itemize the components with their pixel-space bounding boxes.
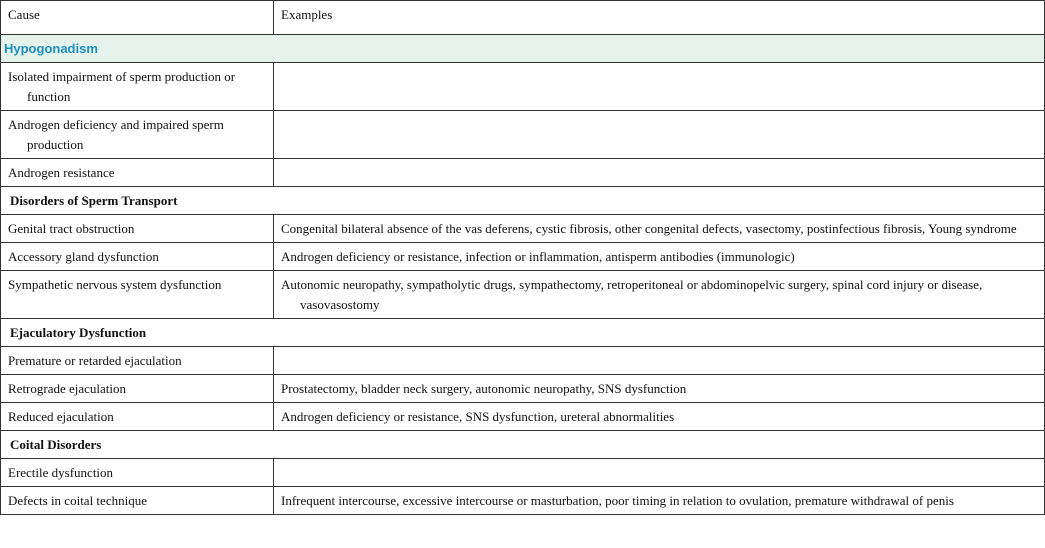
table-row [1, 243, 1045, 271]
examples-cell [274, 347, 1045, 375]
cause-cell [1, 375, 274, 403]
cause-cell [1, 63, 274, 111]
header-cause: Cause [1, 1, 274, 35]
table-row [1, 271, 1045, 319]
section-row-sperm-transport [1, 187, 1045, 215]
cause-cell [1, 487, 274, 515]
section-title: Coital Disorders [1, 431, 1045, 459]
cause-text: Accessory gland dysfunction [8, 249, 159, 264]
cause-cell [1, 111, 274, 159]
cause-text: Defects in coital technique [8, 493, 147, 508]
examples-cell [274, 271, 1045, 319]
examples-cell [274, 111, 1045, 159]
cause-text: Sympathetic nervous system dysfunction [8, 277, 222, 292]
table-row [1, 63, 1045, 111]
table-row [1, 111, 1045, 159]
table-row [1, 403, 1045, 431]
cause-text: Androgen deficiency and impaired sperm production [8, 117, 224, 152]
section-row-ejaculatory-dysfunction [1, 319, 1045, 347]
cause-text: Androgen resistance [8, 165, 115, 180]
table-row [1, 487, 1045, 515]
examples-text: Prostatectomy, bladder neck surgery, autonomic neuropathy, SNS dysfunction [281, 381, 687, 396]
table-row [1, 215, 1045, 243]
examples-text: Androgen deficiency or resistance, SNS dysfunction, ureteral abnormalities [281, 409, 675, 424]
section-title: Disorders of Sperm Transport [1, 187, 1045, 215]
header-row [1, 1, 1045, 35]
cause-cell [1, 347, 274, 375]
section-row-hypogonadism [1, 35, 1045, 63]
examples-text: Androgen deficiency or resistance, infection or inflammation, antisperm antibodies (immunologic) [281, 249, 795, 264]
examples-text: Infrequent intercourse, excessive intercourse or masturbation, poor timing in relation to ovulation, premature withdrawal of penis [281, 493, 954, 508]
table-row [1, 347, 1045, 375]
examples-cell [274, 459, 1045, 487]
examples-text: Autonomic neuropathy, sympatholytic drugs, sympathectomy, retroperitoneal or abdominopelvic surgery, spinal cord injury or disease, vasovasostomy [281, 277, 983, 312]
examples-cell [274, 487, 1045, 515]
cause-cell [1, 243, 274, 271]
section-title: Ejaculatory Dysfunction [1, 319, 1045, 347]
cause-text: Erectile dysfunction [8, 465, 114, 480]
section-title: Hypogonadism [1, 35, 1045, 63]
examples-cell [274, 403, 1045, 431]
cause-cell [1, 159, 274, 187]
cause-text: Retrograde ejaculation [8, 381, 127, 396]
examples-cell [274, 375, 1045, 403]
cause-cell [1, 403, 274, 431]
examples-cell [274, 63, 1045, 111]
cause-text: Premature or retarded ejaculation [8, 353, 182, 368]
examples-cell [274, 159, 1045, 187]
table-row [1, 375, 1045, 403]
cause-cell [1, 215, 274, 243]
cause-cell [1, 459, 274, 487]
cause-cell [1, 271, 274, 319]
cause-text: Genital tract obstruction [8, 221, 135, 236]
examples-cell [274, 243, 1045, 271]
examples-cell [274, 215, 1045, 243]
table-row [1, 159, 1045, 187]
cause-text: Reduced ejaculation [8, 409, 114, 424]
section-row-coital-disorders [1, 431, 1045, 459]
table-row [1, 459, 1045, 487]
examples-text: Congenital bilateral absence of the vas deferens, cystic fibrosis, other congenital defects, vasectomy, postinfectious fibrosis, Young syndrome [281, 221, 1017, 236]
header-examples: Examples [274, 1, 1045, 35]
cause-text: Isolated impairment of sperm production or function [8, 69, 236, 104]
